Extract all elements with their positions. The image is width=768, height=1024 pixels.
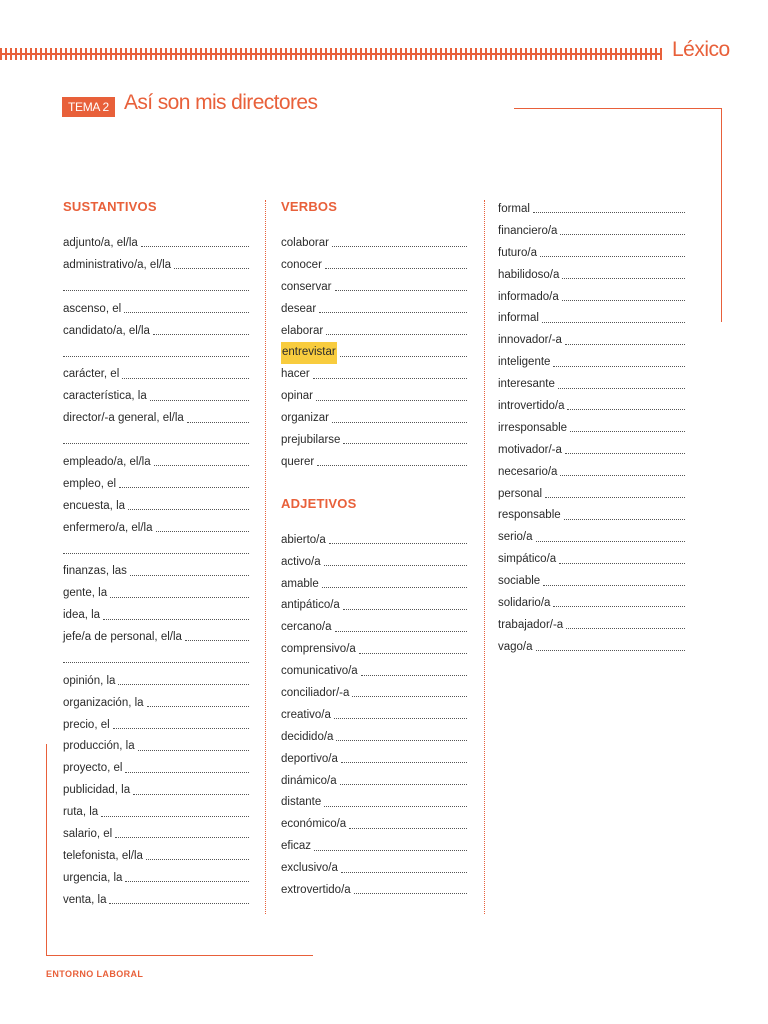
- dotted-answer-line: [146, 859, 249, 860]
- dotted-answer-line: [560, 234, 685, 235]
- vocab-word: económico/a: [281, 818, 347, 831]
- vocab-entry: [281, 430, 467, 452]
- footer-label: ENTORNO LABORAL: [46, 969, 144, 979]
- vocab-entry: [63, 736, 249, 758]
- vocab-entry: [498, 221, 685, 243]
- vocab-entry: [281, 342, 467, 364]
- section-title: Léxico: [672, 38, 730, 61]
- dotted-answer-line: [343, 443, 467, 444]
- vocab-word: opinar: [281, 390, 313, 403]
- dotted-answer-line: [185, 640, 249, 641]
- vocab-word: organizar: [281, 412, 329, 425]
- vocab-entry: [63, 561, 249, 583]
- vocab-entry: [281, 683, 467, 705]
- vocab-entry: [63, 321, 249, 343]
- vocab-word: gente, la: [63, 587, 108, 600]
- vocab-entry: [498, 199, 685, 221]
- vocab-entry: [63, 518, 249, 540]
- adjetivos-continued-column: [498, 199, 685, 659]
- vocab-word: distante: [281, 796, 322, 809]
- page-title: Así son mis directores: [124, 91, 318, 114]
- dotted-answer-line: [141, 246, 249, 247]
- vocab-word: activo/a: [281, 555, 321, 568]
- dotted-answer-line: [317, 465, 467, 466]
- dotted-answer-line: [352, 696, 467, 697]
- vocab-entry: [281, 321, 467, 343]
- vocab-word: introvertido/a: [498, 400, 565, 413]
- vocab-entry: [63, 758, 249, 780]
- vocab-word: exclusivo/a: [281, 862, 338, 875]
- vocab-word: candidato/a, el/la: [63, 324, 150, 337]
- vocab-entry: [63, 386, 249, 408]
- decorative-tick-rule: [0, 48, 662, 60]
- vocab-word: enfermero/a, el/la: [63, 521, 153, 534]
- vocab-word: simpático/a: [498, 553, 557, 566]
- vocab-word: finanzas, las: [63, 565, 127, 578]
- dotted-answer-line: [113, 728, 249, 729]
- vocab-entry: [281, 814, 467, 836]
- vocab-word: inteligente: [498, 356, 551, 369]
- dotted-answer-line: [187, 422, 249, 423]
- vocab-entry: [498, 527, 685, 549]
- vocab-word: ascenso, el: [63, 302, 122, 315]
- vocab-entry: [498, 593, 685, 615]
- adjetivos-list-continued: [498, 199, 685, 659]
- vocab-entry: [63, 255, 249, 277]
- vocab-entry: [281, 727, 467, 749]
- dotted-answer-line: [324, 806, 467, 807]
- dotted-answer-line: [156, 531, 250, 532]
- blank-entry-line: [63, 539, 249, 561]
- dotted-answer-line: [332, 246, 467, 247]
- blank-entry-line: [63, 342, 249, 364]
- dotted-answer-line: [119, 487, 249, 488]
- vocab-entry: [281, 792, 467, 814]
- dotted-answer-line: [558, 388, 685, 389]
- dotted-answer-line: [150, 400, 249, 401]
- dotted-answer-line: [125, 881, 249, 882]
- vocab-entry: [63, 496, 249, 518]
- vocab-word: hacer: [281, 368, 310, 381]
- vocab-entry: [281, 552, 467, 574]
- verbos-adjetivos-column: [281, 199, 467, 902]
- vocab-word: responsable: [498, 509, 561, 522]
- sustantivos-column: [63, 199, 249, 912]
- vocab-entry: [63, 868, 249, 890]
- dotted-answer-line: [130, 575, 249, 576]
- dotted-answer-line: [533, 212, 685, 213]
- dotted-answer-line: [324, 565, 467, 566]
- dotted-answer-line: [101, 816, 249, 817]
- vocab-word: informal: [498, 312, 539, 325]
- vocab-entry: [63, 583, 249, 605]
- vocab-word: conservar: [281, 280, 332, 293]
- vocab-entry: [281, 639, 467, 661]
- dotted-answer-line: [122, 378, 249, 379]
- dotted-answer-line: [125, 772, 249, 773]
- vocab-word: habilidoso/a: [498, 268, 560, 281]
- vocab-word: formal: [498, 203, 530, 215]
- dotted-answer-line: [138, 750, 249, 751]
- vocab-entry: [281, 233, 467, 255]
- dotted-answer-line: [63, 443, 249, 444]
- dotted-answer-line: [341, 872, 467, 873]
- vocab-word: desear: [281, 302, 317, 315]
- sustantivos-heading: SUSTANTIVOS: [63, 199, 157, 214]
- dotted-answer-line: [124, 312, 249, 313]
- blank-entry-line: [63, 649, 249, 671]
- dotted-answer-line: [542, 322, 685, 323]
- vocab-entry: [281, 595, 467, 617]
- vocab-word: jefe/a de personal, el/la: [63, 631, 182, 644]
- dotted-answer-line: [567, 409, 685, 410]
- vocab-entry: [281, 530, 467, 552]
- vocab-word: empleado/a, el/la: [63, 455, 151, 468]
- dotted-answer-line: [340, 784, 467, 785]
- dotted-answer-line: [565, 344, 685, 345]
- vocab-entry: [498, 330, 685, 352]
- vocab-entry: [281, 574, 467, 596]
- vocab-word: abierto/a: [281, 533, 326, 546]
- dotted-answer-line: [343, 609, 467, 610]
- vocab-entry: [281, 408, 467, 430]
- dotted-answer-line: [322, 587, 467, 588]
- vocab-entry: [498, 374, 685, 396]
- vocab-entry: [498, 549, 685, 571]
- dotted-answer-line: [570, 431, 685, 432]
- vocab-entry: [281, 364, 467, 386]
- vocab-entry: [281, 255, 467, 277]
- column-divider: [484, 200, 485, 914]
- vocab-entry: [63, 299, 249, 321]
- dotted-answer-line: [334, 718, 467, 719]
- dotted-answer-line: [564, 519, 685, 520]
- vocab-word: urgencia, la: [63, 871, 123, 884]
- vocab-word: director/-a general, el/la: [63, 412, 184, 425]
- dotted-answer-line: [562, 278, 685, 279]
- dotted-answer-line: [335, 290, 468, 291]
- dotted-answer-line: [103, 619, 249, 620]
- vocab-word: interesante: [498, 378, 555, 391]
- vocab-word: trabajador/-a: [498, 618, 564, 631]
- vocab-entry: [498, 637, 685, 659]
- vocab-word: colaborar: [281, 237, 329, 249]
- dotted-answer-line: [118, 684, 249, 685]
- dotted-answer-line: [110, 597, 249, 598]
- dotted-answer-line: [326, 334, 467, 335]
- dotted-answer-line: [319, 312, 467, 313]
- dotted-answer-line: [313, 378, 467, 379]
- vocab-entry: [63, 824, 249, 846]
- vocab-entry: [281, 836, 467, 858]
- dotted-answer-line: [314, 850, 467, 851]
- vocab-word: financiero/a: [498, 224, 558, 237]
- dotted-answer-line: [543, 585, 685, 586]
- vocab-entry: [498, 440, 685, 462]
- vocab-word: organización, la: [63, 696, 144, 709]
- vocab-word: antipático/a: [281, 599, 340, 612]
- vocab-entry: [498, 396, 685, 418]
- dotted-answer-line: [340, 356, 467, 357]
- vocab-word: adjunto/a, el/la: [63, 237, 138, 249]
- vocab-word: querer: [281, 455, 315, 468]
- vocab-entry: [63, 627, 249, 649]
- vocab-entry: [281, 617, 467, 639]
- vocab-entry: [63, 408, 249, 430]
- vocab-word: irresponsable: [498, 421, 568, 434]
- dotted-answer-line: [63, 553, 249, 554]
- vocab-word: futuro/a: [498, 246, 537, 259]
- vocab-entry: [498, 265, 685, 287]
- vocab-word: ruta, la: [63, 806, 99, 819]
- vocab-word: solidario/a: [498, 597, 551, 610]
- vocab-entry: [63, 474, 249, 496]
- vocab-entry: [498, 484, 685, 506]
- vocab-word: elaborar: [281, 324, 324, 337]
- dotted-answer-line: [336, 740, 467, 741]
- vocab-word: amable: [281, 577, 319, 590]
- vocab-word: comunicativo/a: [281, 665, 358, 678]
- dotted-answer-line: [133, 794, 249, 795]
- vocab-entry: [498, 308, 685, 330]
- dotted-answer-line: [329, 543, 467, 544]
- vocab-entry: [63, 693, 249, 715]
- dotted-answer-line: [540, 256, 685, 257]
- vocab-word: administrativo/a, el/la: [63, 258, 172, 271]
- vocab-word: creativo/a: [281, 708, 331, 721]
- adjetivos-list: [281, 530, 467, 902]
- frame-line-right: [721, 108, 722, 322]
- vocab-word: vago/a: [498, 640, 533, 653]
- vocab-entry: [498, 462, 685, 484]
- vocab-entry: [498, 243, 685, 265]
- verbos-list: [281, 233, 467, 474]
- vocab-entry: [63, 671, 249, 693]
- vocab-word: entrevistar: [281, 342, 337, 364]
- dotted-answer-line: [335, 631, 467, 632]
- tema-badge: TEMA 2: [62, 97, 115, 117]
- frame-line-top: [514, 108, 722, 109]
- verbos-heading: VERBOS: [281, 199, 338, 214]
- dotted-answer-line: [553, 606, 685, 607]
- vocab-entry: [281, 705, 467, 727]
- dotted-answer-line: [560, 475, 685, 476]
- vocab-word: publicidad, la: [63, 784, 131, 797]
- dotted-answer-line: [565, 453, 685, 454]
- vocab-entry: [63, 233, 249, 255]
- vocab-word: extrovertido/a: [281, 884, 351, 897]
- vocab-entry: [63, 802, 249, 824]
- dotted-answer-line: [128, 509, 249, 510]
- vocab-entry: [498, 505, 685, 527]
- dotted-answer-line: [63, 290, 249, 291]
- dotted-answer-line: [361, 675, 467, 676]
- vocab-entry: [281, 452, 467, 474]
- vocab-word: idea, la: [63, 609, 101, 622]
- vocab-word: dinámico/a: [281, 774, 337, 787]
- dotted-answer-line: [359, 653, 467, 654]
- vocab-word: característica, la: [63, 390, 147, 403]
- vocab-entry: [63, 780, 249, 802]
- vocab-entry: [63, 364, 249, 386]
- dotted-answer-line: [147, 706, 249, 707]
- vocab-entry: [498, 287, 685, 309]
- dotted-answer-line: [354, 893, 467, 894]
- vocab-entry: [281, 299, 467, 321]
- vocab-word: prejubilarse: [281, 434, 341, 447]
- vocab-entry: [498, 352, 685, 374]
- vocab-entry: [63, 715, 249, 737]
- vocab-word: eficaz: [281, 840, 312, 853]
- vocab-word: telefonista, el/la: [63, 849, 143, 862]
- dotted-answer-line: [115, 837, 249, 838]
- vocab-entry: [281, 749, 467, 771]
- column-divider: [265, 200, 266, 914]
- vocab-word: empleo, el: [63, 477, 117, 490]
- vocab-entry: [281, 880, 467, 902]
- vocab-word: proyecto, el: [63, 762, 123, 775]
- vocab-entry: [281, 771, 467, 793]
- dotted-answer-line: [153, 334, 249, 335]
- dotted-answer-line: [341, 762, 467, 763]
- vocab-word: personal: [498, 487, 543, 500]
- blank-entry-line: [63, 430, 249, 452]
- vocab-entry: [281, 661, 467, 683]
- dotted-answer-line: [63, 356, 249, 357]
- vocab-word: motivador/-a: [498, 443, 562, 456]
- dotted-answer-line: [562, 300, 685, 301]
- vocab-entry: [63, 846, 249, 868]
- vocab-word: conciliador/-a: [281, 687, 350, 700]
- frame-line-bottom: [46, 955, 313, 956]
- vocab-entry: [498, 571, 685, 593]
- vocab-word: informado/a: [498, 290, 559, 303]
- dotted-answer-line: [559, 563, 685, 564]
- vocab-entry: [281, 277, 467, 299]
- vocab-word: serio/a: [498, 531, 533, 544]
- dotted-answer-line: [536, 650, 685, 651]
- adjetivos-heading: ADJETIVOS: [281, 495, 357, 511]
- dotted-answer-line: [566, 628, 685, 629]
- dotted-answer-line: [109, 903, 249, 904]
- dotted-answer-line: [553, 366, 685, 367]
- dotted-answer-line: [536, 541, 685, 542]
- vocab-entry: [63, 452, 249, 474]
- vocab-entry: [498, 418, 685, 440]
- dotted-answer-line: [325, 268, 467, 269]
- vocab-word: producción, la: [63, 740, 135, 753]
- vocab-entry: [63, 605, 249, 627]
- vocab-word: encuesta, la: [63, 499, 126, 512]
- dotted-answer-line: [349, 828, 467, 829]
- dotted-answer-line: [63, 662, 249, 663]
- vocab-word: venta, la: [63, 893, 107, 906]
- vocab-word: conocer: [281, 258, 322, 271]
- dotted-answer-line: [174, 268, 249, 269]
- frame-line-left: [46, 744, 47, 956]
- vocab-word: opinión, la: [63, 674, 116, 687]
- dotted-answer-line: [332, 422, 467, 423]
- dotted-answer-line: [545, 497, 685, 498]
- vocab-entry: [281, 386, 467, 408]
- vocab-entry: [281, 858, 467, 880]
- vocab-word: sociable: [498, 575, 541, 588]
- vocab-word: innovador/-a: [498, 334, 562, 347]
- vocab-word: cercano/a: [281, 621, 332, 634]
- vocab-word: carácter, el: [63, 368, 120, 381]
- vocab-word: deportivo/a: [281, 752, 338, 765]
- vocab-word: decidido/a: [281, 730, 334, 743]
- vocab-entry: [498, 615, 685, 637]
- vocab-word: comprensivo/a: [281, 643, 356, 656]
- vocab-entry: [63, 890, 249, 912]
- vocab-word: precio, el: [63, 718, 110, 731]
- vocab-word: necesario/a: [498, 465, 558, 478]
- dotted-answer-line: [154, 465, 249, 466]
- blank-entry-line: [63, 277, 249, 299]
- vocab-word: salario, el: [63, 828, 113, 841]
- dotted-answer-line: [316, 400, 467, 401]
- sustantivos-list: [63, 233, 249, 912]
